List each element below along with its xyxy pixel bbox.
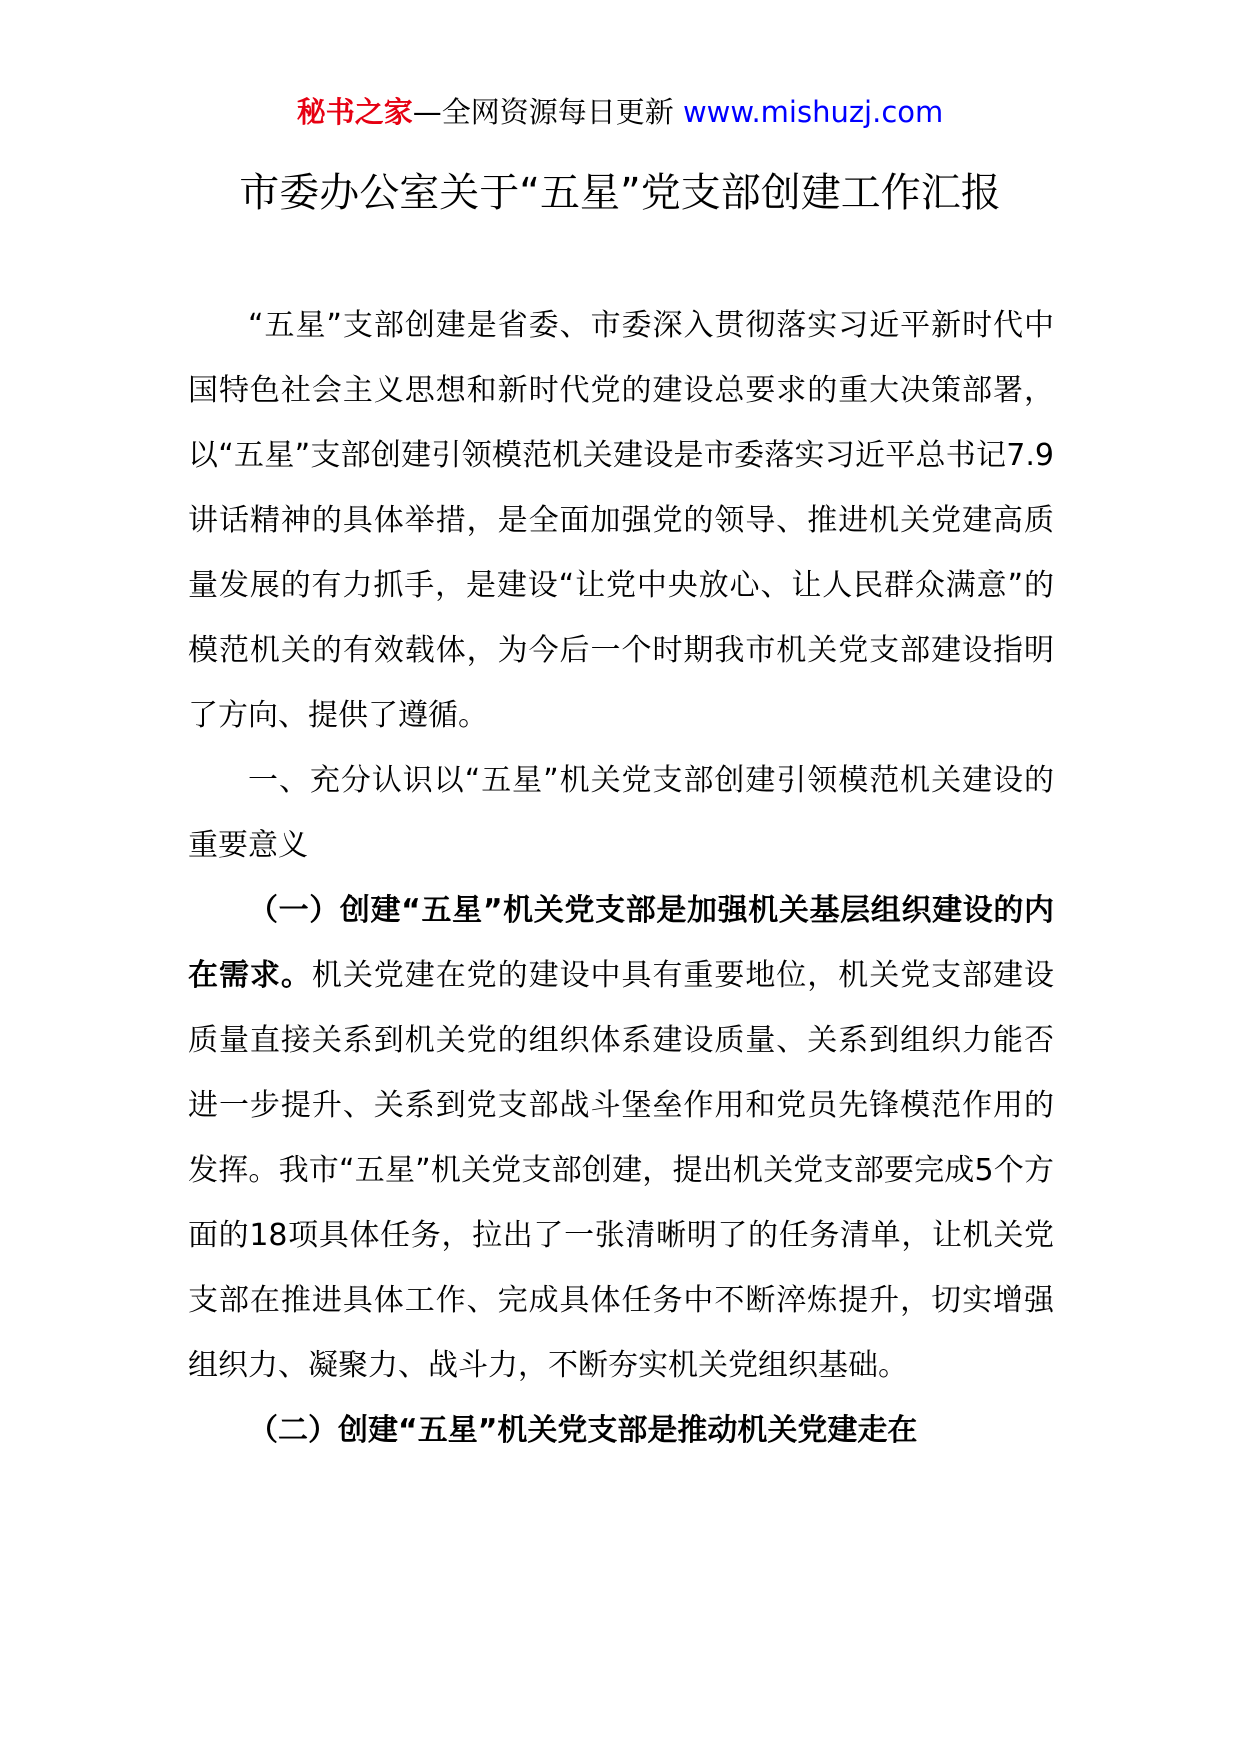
subsection-heading-1: （一）创建“五星”机关党支部是加强机关基层组织建设的内在需求。 [188, 893, 1054, 993]
subsection-text-1: 机关党建在党的建设中具有重要地位，机关党支部建设质量直接关系到机关党的组织体系建设质量、关系到组织力能否进一步提升、关系到党支部战斗堡垒作用和党员先锋模范作用的发挥。我市“五星”机关党支部创建，提出机关党支部要完成5个方面的18项具体任务，拉出了一张清晰明了的任务清单，让机关党支部在推进具体工作、完成具体任务中不断淬炼提升，切实增强组织力、凝聚力、战斗力，不断夯实机关党组织基础。 [188, 958, 1055, 1383]
brand-name: 秘书之家 [296, 95, 413, 129]
subsection-paragraph-2 [188, 1398, 1054, 1463]
intro-paragraph: “五星”支部创建是省委、市委深入贯彻落实习近平新时代中国特色社会主义思想和新时代党的建设总要求的重大决策部署，以“五星”支部创建引领模范机关建设是市委落实习近平总书记7.9讲话精神的具体举措，是全面加强党的领导、推进机关党建高质量发展的有力抓手，是建设“让党中央放心、让人民群众满意”的模范机关的有效载体，为今后一个时期我市机关党支部建设指明了方向、提供了遵循。 [188, 308, 1054, 733]
header-slogan: —全网资源每日更新 [412, 95, 683, 129]
subsection-paragraph-1 [188, 878, 1054, 1398]
subsection-heading-2: （二）创建“五星”机关党支部是推动机关党建走在 [248, 1413, 918, 1448]
document-body [188, 293, 1054, 1463]
watermark-header [0, 92, 1240, 132]
document-title: 市委办公室关于“五星”党支部创建工作汇报 [239, 170, 1001, 216]
header-url-link[interactable]: www.mishuzj.com [682, 95, 944, 129]
section-heading-1: 一、充分认识以“五星”机关党支部创建引领模范机关建设的重要意义 [188, 763, 1054, 863]
